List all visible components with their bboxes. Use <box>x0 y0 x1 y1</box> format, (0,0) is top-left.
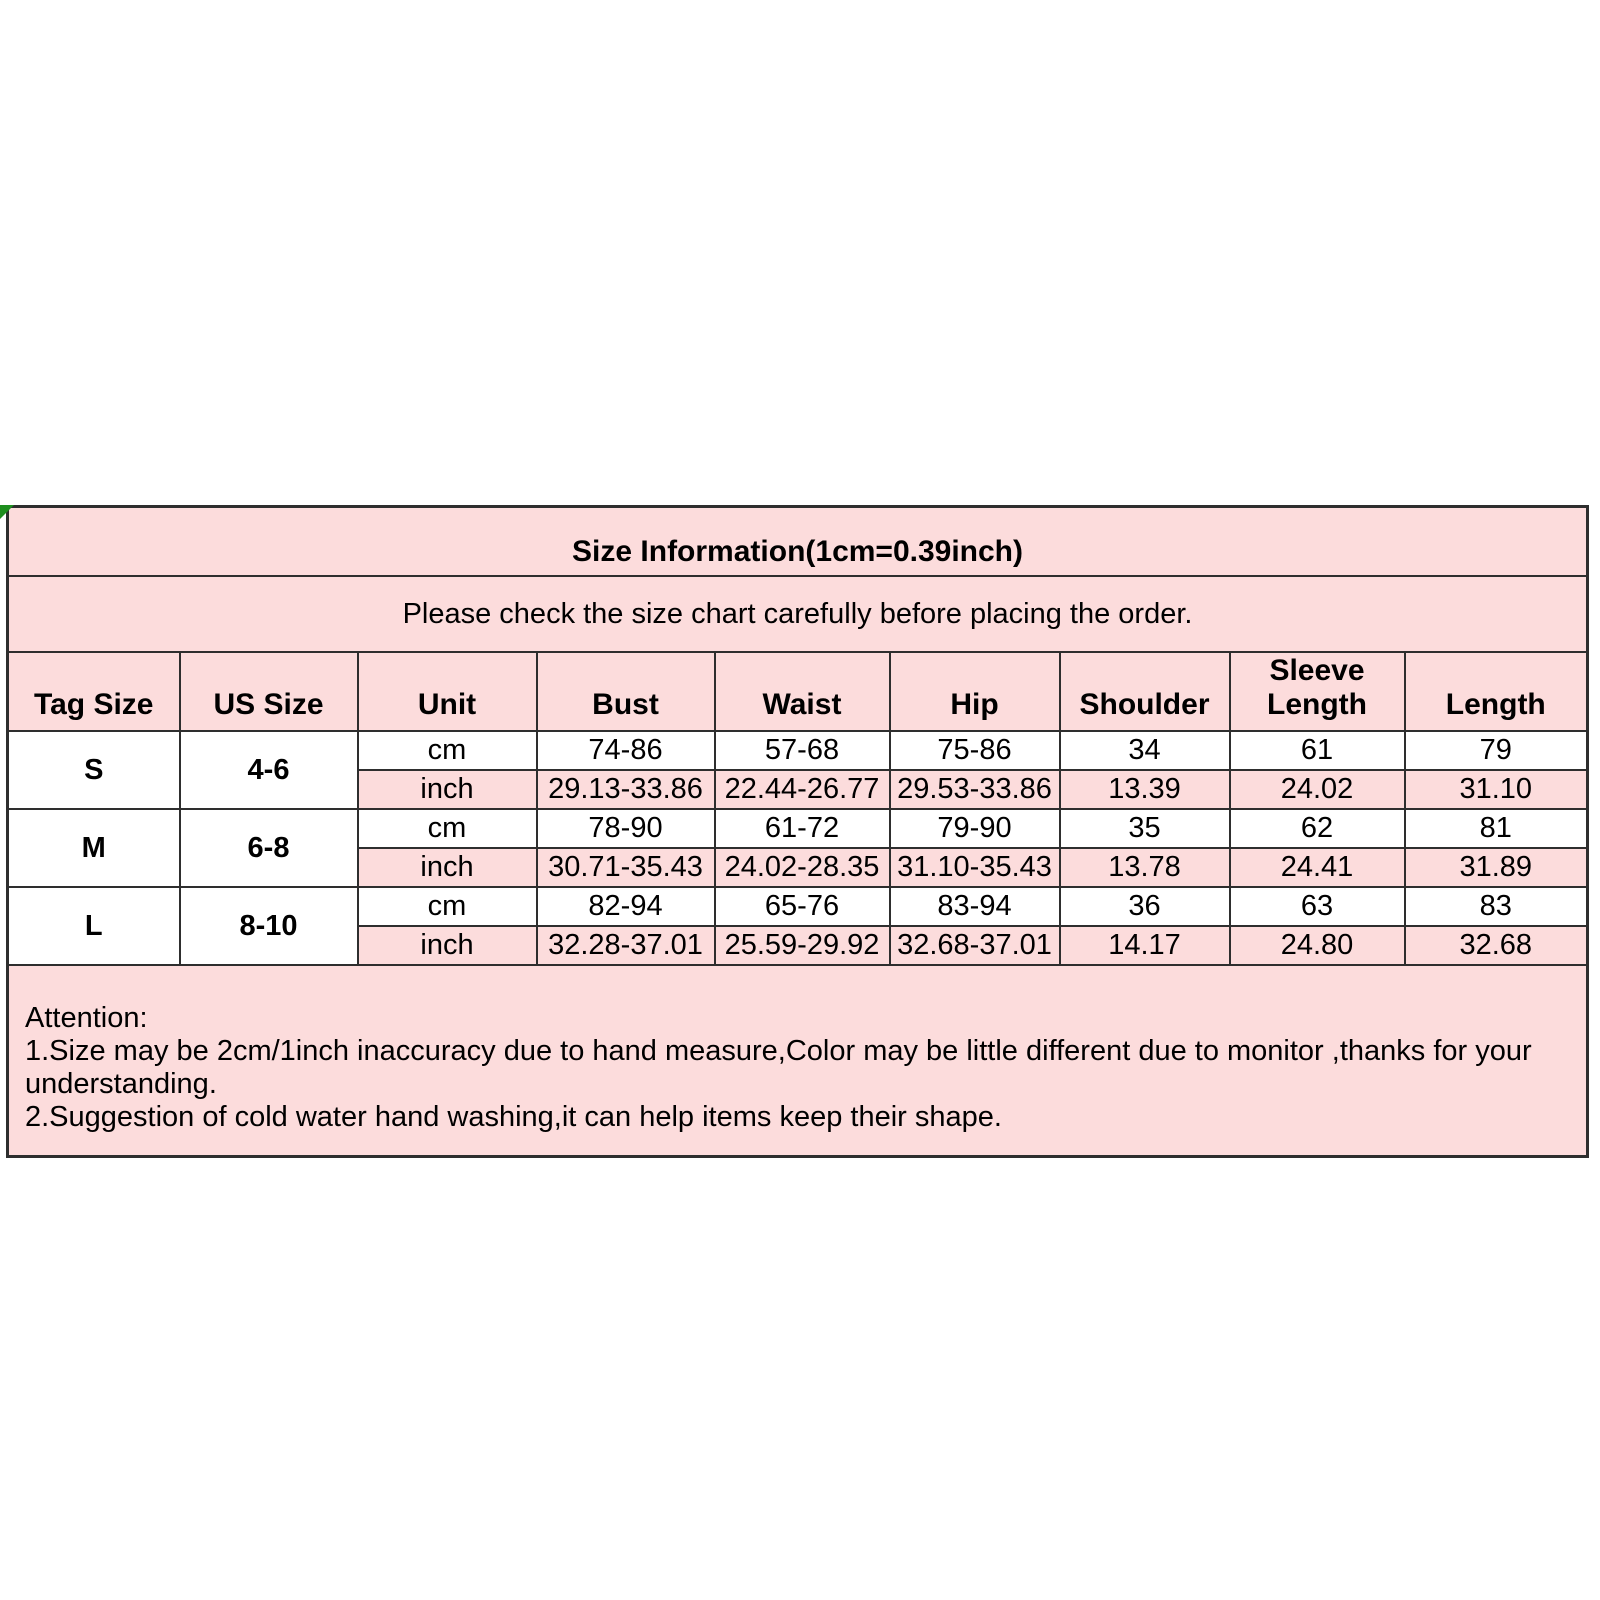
col-header-sleeve-length: Sleeve Length <box>1230 652 1405 731</box>
l-inch-waist: 25.59-29.92 <box>715 926 890 965</box>
table-title: Size Information(1cm=0.39inch) <box>8 507 1588 577</box>
m-cm-length: 81 <box>1405 809 1588 848</box>
tag-size-l: L <box>8 887 180 965</box>
col-header-length: Length <box>1405 652 1588 731</box>
l-cm-sleeve-length: 63 <box>1230 887 1405 926</box>
m-cm-shoulder: 35 <box>1060 809 1230 848</box>
s-cm-bust: 74-86 <box>537 731 715 770</box>
us-size-l: 8-10 <box>180 887 358 965</box>
l-cm-waist: 65-76 <box>715 887 890 926</box>
col-header-hip: Hip <box>890 652 1060 731</box>
l-inch-shoulder: 14.17 <box>1060 926 1230 965</box>
col-header-bust: Bust <box>537 652 715 731</box>
unit-label-inch: inch <box>358 848 537 887</box>
l-inch-sleeve-length: 24.80 <box>1230 926 1405 965</box>
attention-line-2: 2.Suggestion of cold water hand washing,it can help items keep their shape. <box>25 1101 1002 1133</box>
attention-block <box>8 965 1588 1157</box>
col-header-shoulder: Shoulder <box>1060 652 1230 731</box>
l-inch-length: 32.68 <box>1405 926 1588 965</box>
s-cm-length: 79 <box>1405 731 1588 770</box>
m-inch-length: 31.89 <box>1405 848 1588 887</box>
m-inch-sleeve-length: 24.41 <box>1230 848 1405 887</box>
s-inch-sleeve-length: 24.02 <box>1230 770 1405 809</box>
l-cm-hip: 83-94 <box>890 887 1060 926</box>
l-cm-length: 83 <box>1405 887 1588 926</box>
s-cm-shoulder: 34 <box>1060 731 1230 770</box>
l-cm-shoulder: 36 <box>1060 887 1230 926</box>
m-inch-waist: 24.02-28.35 <box>715 848 890 887</box>
m-inch-bust: 30.71-35.43 <box>537 848 715 887</box>
attention-heading: Attention: <box>25 1002 148 1034</box>
l-cm-bust: 82-94 <box>537 887 715 926</box>
s-inch-shoulder: 13.39 <box>1060 770 1230 809</box>
us-size-s: 4-6 <box>180 731 358 809</box>
green-corner-icon <box>0 505 14 519</box>
l-inch-bust: 32.28-37.01 <box>537 926 715 965</box>
unit-label-cm: cm <box>358 887 537 926</box>
col-header-us-size: US Size <box>180 652 358 731</box>
tag-size-m: M <box>8 809 180 887</box>
s-cm-waist: 57-68 <box>715 731 890 770</box>
col-header-unit: Unit <box>358 652 537 731</box>
s-inch-waist: 22.44-26.77 <box>715 770 890 809</box>
size-chart-table <box>6 505 1589 1158</box>
m-inch-shoulder: 13.78 <box>1060 848 1230 887</box>
unit-label-inch: inch <box>358 926 537 965</box>
tag-size-s: S <box>8 731 180 809</box>
s-inch-length: 31.10 <box>1405 770 1588 809</box>
col-header-tag-size: Tag Size <box>8 652 180 731</box>
table-subtitle: Please check the size chart carefully before placing the order. <box>8 576 1588 652</box>
m-cm-sleeve-length: 62 <box>1230 809 1405 848</box>
m-cm-bust: 78-90 <box>537 809 715 848</box>
m-inch-hip: 31.10-35.43 <box>890 848 1060 887</box>
col-header-waist: Waist <box>715 652 890 731</box>
m-cm-hip: 79-90 <box>890 809 1060 848</box>
attention-line-1: 1.Size may be 2cm/1inch inaccuracy due to hand measure,Color may be little different due to monitor ,thanks for your understanding. <box>25 1035 1532 1100</box>
s-inch-bust: 29.13-33.86 <box>537 770 715 809</box>
us-size-m: 6-8 <box>180 809 358 887</box>
l-inch-hip: 32.68-37.01 <box>890 926 1060 965</box>
unit-label-inch: inch <box>358 770 537 809</box>
unit-label-cm: cm <box>358 809 537 848</box>
m-cm-waist: 61-72 <box>715 809 890 848</box>
s-cm-hip: 75-86 <box>890 731 1060 770</box>
s-inch-hip: 29.53-33.86 <box>890 770 1060 809</box>
s-cm-sleeve-length: 61 <box>1230 731 1405 770</box>
unit-label-cm: cm <box>358 731 537 770</box>
